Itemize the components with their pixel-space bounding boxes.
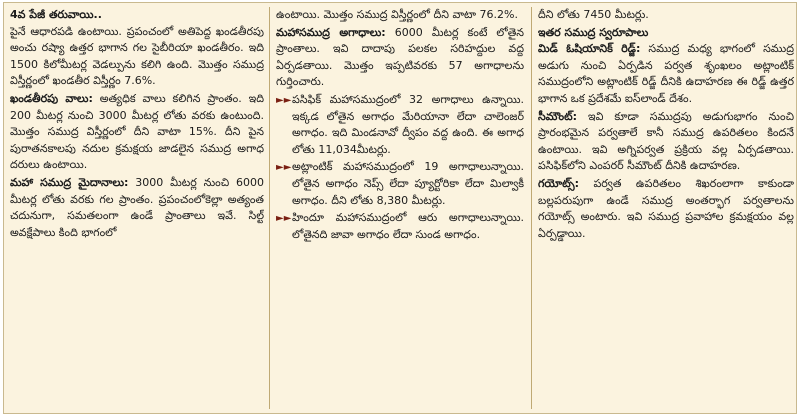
- continuation-heading: 4వ పేజీ తరువాయి..: [10, 8, 102, 21]
- ridge-text: సముద్ర మధ్య భాగంలో సముద్ర అడుగు నుంచి ఏర్పడిన పర్వత శృంఖలం అట్లాంటిక్ సముద్రంలోని అట్లాంటిక్ రిడ్జ్ దీనికి ఉదాహరణ ఈ రిడ్జ్ ఉత్తర భాగాన ఒక ప్రదేశమే ఐస్‌లాండ్ దేశం.: [538, 42, 794, 105]
- column-2: [276, 7, 524, 411]
- slope-paragraph: [10, 91, 264, 174]
- intro-paragraph: [10, 24, 264, 90]
- intro-text: పైనే ఆధారపడి ఉంటాయి. ప్రపంచంలో అతిపెద్ద ఖండతీరపు అంచు రష్యా ఉత్తర భాగాన గల సైబీరియా ఖండతీరం. ఇది 1500 కిలోమీటర్ల వెడల్పును కలిగి ఉంది. మొత్తం సముద్ర విస్తీర్ణంలో ఖండతీర విస్తీర్ణం 7.6%.: [10, 24, 264, 88]
- seamount-text: ఇవి కూడా సముద్రపు అడుగుభాగం నుంచి ప్రారంభమైన పర్వతాలే కానీ సముద్ర ఉపరితలం కిందనే ఉంటాయి. ఇవి అగ్నిపర్వత ప్రక్రియ వల్ల ఏర్పడతాయి. పసిఫిక్‌లోని ఎంపరర్ సీమౌంట్ దీనికి ఉదాహరణ.: [538, 109, 794, 173]
- guyot-term: గయోట్స్:: [538, 176, 579, 190]
- column-divider: [269, 7, 270, 409]
- slope-term: ఖండతీరపు వాలు:: [10, 91, 93, 105]
- plains-text: 3000 మీటర్ల నుంచి 6000 మీటర్ల లోతు వరకు గల ప్రాంతం. ప్రపంచంలోకెల్లా అత్యంత చదునుగా, సమతలంగా ఉండే ప్రాంతాలు ఇవే. సిల్ట్ అవక్షేపాలు కింది భాగంలో: [10, 175, 264, 239]
- list-item: [276, 92, 524, 158]
- arrow-bullet-icon: ►►: [276, 94, 292, 106]
- list-item: [276, 210, 524, 243]
- section-heading: ఇతర సముద్ర స్వరూపాలు: [538, 25, 649, 39]
- plains-term: మహా సముద్ర మైదానాలు:: [10, 175, 129, 189]
- list-item: [276, 159, 524, 209]
- plains-paragraph: [10, 175, 264, 241]
- ridge-term: మిడ్ ఓషియానిక్ రిడ్జ్:: [538, 42, 641, 56]
- deeps-paragraph: [276, 25, 524, 91]
- column-divider: [531, 7, 532, 409]
- bullet-text: పసిఫిక్ మహాసముద్రంలో 32 అగాధాలు ఉన్నాయి. ఇక్కడ లోతైన అగాధం మేరియానా లేదా చాలెంజర్ అగాధం. ఇది మిండనావో ద్వీపం వద్ద ఉంది. ఈ అగాధ లోతు 11,034మీటర్లు.: [292, 92, 524, 156]
- deeps-term: మహాసముద్ర అగాధాలు:: [276, 25, 386, 39]
- bullet-text: హిందూ మహాసముద్రంలో ఆరు అగాధాలున్నాయి. లోతైనది జావా అగాధం లేదా సుండ అగాధం.: [292, 211, 524, 241]
- column-3: [538, 7, 794, 411]
- seamount-paragraph: [538, 109, 794, 175]
- ridge-paragraph: [538, 41, 794, 107]
- arrow-bullet-icon: ►►: [276, 162, 292, 174]
- guyot-text: పర్వత ఉపరితలం శిఖరంలాగా కాకుండా బల్లపరుపుగా ఉండే సముద్ర అంతర్భాగ పర్వతాలను గయోట్స్ అంటారు. ఇవి సముద్ర ప్రవాహాల క్రమక్షయం వల్ల ఏర్పడ్డాయి.: [538, 176, 794, 240]
- continuation-text: దీని లోతు 7450 మీటర్లు.: [538, 8, 649, 21]
- seamount-term: సీమౌంట్:: [538, 109, 577, 123]
- guyot-paragraph: [538, 176, 794, 242]
- column-1: [10, 7, 264, 411]
- arrow-bullet-icon: ►►: [276, 213, 292, 225]
- deeps-text: 6000 మీటర్ల కంటే లోతైన ప్రాంతాలు. ఇవి దాదాపు పలకల సరిహద్దుల వద్ద ఏర్పడతాయి. మొత్తం ఇప్పటివరకు 57 అగాధాలను గుర్తించారు.: [276, 25, 524, 89]
- slope-text: అత్యధిక వాలు కలిగిన ప్రాంతం. ఇది 200 మీటర్ల నుంచి 3000 మీటర్ల లోతు వరకు ఉంటుంది. మొత్తం సముద్ర విస్తీర్ణంలో దీని వాటా 15%. దీని పైన పురాతనకాలపు నదుల క్రమక్షయ జాడలైన సముద్ర అగాధ దరులు ఉంటాయి.: [10, 91, 264, 172]
- continuation-paragraph: [276, 7, 524, 24]
- article-page: [3, 2, 797, 414]
- continuation-paragraph: [538, 7, 794, 24]
- bullet-text: అట్లాంటిక్ మహాసముద్రంలో 19 అగాధాలున్నాయి. లోతైన అగాధం నెప్స్ లేదా ప్యూర్టోరికా లేదా మిల్వాకీ అగాధం. దీని లోతు 8,380 మీటర్లు.: [292, 160, 524, 207]
- continuation-text: ఉంటాయి. మొత్తం సముద్ర విస్తీర్ణంలో దీని వాటా 76.2%.: [276, 8, 518, 21]
